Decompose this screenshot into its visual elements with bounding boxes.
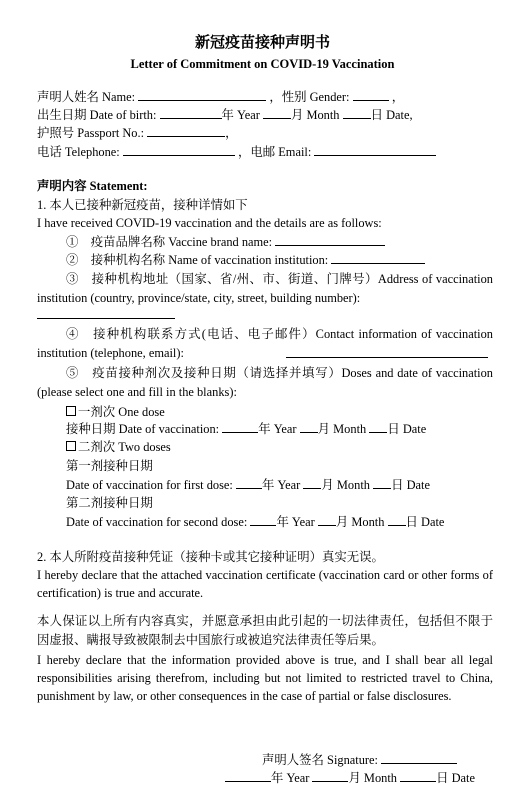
first-dose-year-label: 年 Year: [261, 478, 301, 492]
name-label: 声明人姓名 Name:: [37, 90, 136, 104]
one-dose-date-line: [66, 420, 426, 438]
first-dose-date-blank[interactable]: [373, 476, 391, 489]
two-doses-option[interactable]: [66, 438, 171, 456]
name-blank[interactable]: [138, 88, 266, 101]
signature-day-label: 日 Date: [436, 771, 475, 785]
telephone-blank[interactable]: [123, 143, 235, 156]
guarantee-en: I hereby declare that the information provided above is true, and I shall bear all legal responsibilities arising therefrom, including but not limited to restricted travel to China, punishment by law, or other consequences in the case of partial or false disclosures.: [37, 653, 493, 703]
contact-line: [37, 143, 436, 161]
address-blank[interactable]: [37, 306, 175, 319]
brand-blank[interactable]: [275, 233, 385, 246]
statement-heading: 声明内容 Statement:: [37, 179, 148, 193]
contact-info-label: ④ 接种机构联系方式(电话、电子邮件）Contact information of vaccination institution (telephone, email):: [37, 327, 493, 360]
first-dose-cn: 第一剂接种日期: [66, 459, 153, 473]
institution-label: ② 接种机构名称 Name of vaccination institution:: [66, 253, 329, 267]
first-dose-year-blank[interactable]: [236, 476, 262, 489]
first-dose-month-blank[interactable]: [303, 476, 321, 489]
second-dose-date-blank[interactable]: [388, 513, 406, 526]
second-dose-month-label: 月 Month: [335, 515, 385, 529]
doses-label: ⑤ 疫苗接种剂次及接种日期（请选择并填写）Doses and date of vaccination (please select one and fill in the blanks):: [37, 366, 493, 399]
brand-label: ① 疫苗品牌名称 Vaccine brand name:: [66, 235, 273, 249]
dob-month-blank[interactable]: [263, 106, 291, 119]
one-dose-date-blank[interactable]: [369, 420, 387, 433]
brand-line: [66, 233, 385, 251]
one-dose-checkbox[interactable]: [66, 406, 76, 416]
signature-date-line: [225, 769, 475, 787]
second-dose-cn: 第二剂接种日期: [66, 496, 153, 510]
one-dose-label: 一剂次 One dose: [78, 405, 165, 419]
signature-date-blank[interactable]: [400, 769, 436, 782]
one-dose-year-blank[interactable]: [222, 420, 258, 433]
one-dose-month-label: 月 Month: [317, 422, 367, 436]
item2-cn: 2. 本人所附疫苗接种凭证（接种卡或其它接种证明）真实无误。: [37, 550, 384, 564]
second-dose-label: Date of vaccination for second dose:: [66, 515, 248, 529]
institution-line: [66, 251, 425, 269]
second-dose-day-label: 日 Date: [405, 515, 445, 529]
guarantee-cn: 本人保证以上所有内容真实，并愿意承担由此引起的一切法律责任，包括但不限于因虚报、瞒报导致被限制去中国旅行或被追究法律责任等后果。: [37, 614, 493, 647]
one-dose-year-label: 年 Year: [258, 422, 297, 436]
two-doses-label: 二剂次 Two doses: [78, 440, 171, 454]
dob-year-blank[interactable]: [160, 106, 222, 119]
gender-label: ，性别 Gender:: [269, 90, 350, 104]
telephone-label: 电话 Telephone:: [37, 145, 120, 159]
first-dose-line: [66, 476, 430, 494]
second-dose-month-blank[interactable]: [318, 513, 336, 526]
signature-blank[interactable]: [381, 751, 457, 764]
email-blank[interactable]: [314, 143, 436, 156]
signature-line: [262, 751, 457, 769]
passport-line: [37, 124, 238, 142]
dob-month-label: 月 Month: [290, 108, 340, 122]
first-dose-day-label: 日 Date: [391, 478, 430, 492]
name-gender-line: [37, 88, 404, 106]
contact-info-blank[interactable]: [286, 345, 488, 358]
title-chinese: 新冠疫苗接种声明书: [194, 35, 330, 51]
one-dose-option[interactable]: [66, 403, 165, 421]
gender-blank[interactable]: [353, 88, 389, 101]
signature-year-label: 年 Year: [271, 771, 310, 785]
institution-blank[interactable]: [331, 251, 425, 264]
address-label: ③ 接种机构地址（国家、省/州、市、街道、门牌号）Address of vaccination institution (country, province/state, city, street, building number):: [37, 272, 493, 305]
signature-month-blank[interactable]: [312, 769, 348, 782]
item1-cn: 1. 本人已接种新冠疫苗，接种详情如下: [37, 198, 248, 212]
dob-year-label: 年 Year: [221, 108, 260, 122]
email-label: ，电邮 Email:: [237, 145, 312, 159]
dob-line: [37, 106, 413, 124]
one-dose-date-label: 接种日期 Date of vaccination:: [66, 422, 220, 436]
dob-label: 出生日期 Date of birth:: [37, 108, 157, 122]
item2-en: I hereby declare that the attached vaccination certificate (vaccination card or other forms of certification) is true and accurate.: [37, 568, 493, 600]
one-dose-day-label: 日 Date: [387, 422, 427, 436]
passport-comma: ，: [225, 126, 238, 140]
signature-label: 声明人签名 Signature:: [262, 753, 378, 767]
item1-en: I have received COVID-19 vaccination and the details are as follows:: [37, 216, 382, 230]
second-dose-line: [66, 513, 444, 531]
second-dose-year-blank[interactable]: [250, 513, 276, 526]
signature-month-label: 月 Month: [348, 771, 397, 785]
passport-blank[interactable]: [147, 124, 225, 137]
second-dose-year-label: 年 Year: [276, 515, 315, 529]
one-dose-month-blank[interactable]: [300, 420, 318, 433]
first-dose-month-label: 月 Month: [321, 478, 370, 492]
dob-date-blank[interactable]: [343, 106, 371, 119]
gender-comma: ，: [391, 90, 405, 104]
first-dose-label: Date of vaccination for first dose:: [66, 478, 233, 492]
title-english: Letter of Commitment on COVID-19 Vaccination: [130, 57, 395, 71]
signature-year-blank[interactable]: [225, 769, 271, 782]
passport-label: 护照号 Passport No.:: [37, 126, 145, 140]
dob-date-label: 日 Date,: [370, 108, 413, 122]
two-doses-checkbox[interactable]: [66, 441, 76, 451]
